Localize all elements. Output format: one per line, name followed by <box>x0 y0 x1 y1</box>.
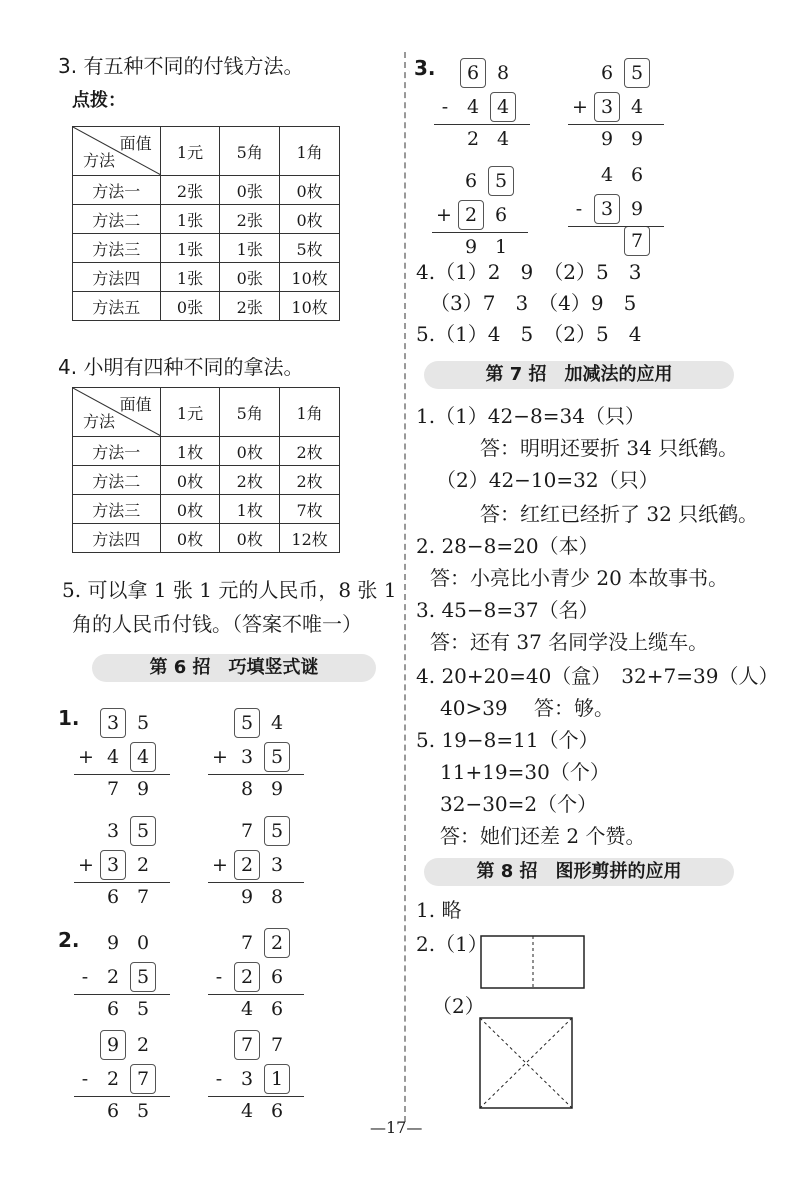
puzzle-digit: 9 <box>106 932 120 954</box>
table-cell: 2张 <box>220 205 280 234</box>
puzzle-digit: 9 <box>464 236 478 258</box>
puzzle-digit: 7 <box>270 1034 284 1056</box>
puzzle-digit: 2 <box>136 854 150 876</box>
table-cell: 方法四 <box>73 524 161 553</box>
table-cell: 2张 <box>160 176 220 205</box>
puzzle-digit: 9 <box>630 128 644 150</box>
puzzle-digit: 4 <box>600 164 614 186</box>
s7-line-4: 答：红红已经折了 32 只纸鹤。 <box>480 502 759 526</box>
table-cell: 0张 <box>220 263 280 292</box>
table-cell: 2张 <box>220 292 280 321</box>
operator-sign: - <box>215 1068 223 1090</box>
table-corner-cell <box>73 127 161 176</box>
operator-sign: - <box>575 198 583 220</box>
table-cell: 12枚 <box>280 524 340 553</box>
puzzle-digit: 3 <box>240 746 254 768</box>
table-header-cell: 1元 <box>160 127 220 176</box>
puzzle-digit: 4 <box>106 746 120 768</box>
s7-line-6: 答：小亮比小青少 20 本故事书。 <box>430 566 729 590</box>
table-cell: 方法二 <box>73 205 161 234</box>
table-cell: 7枚 <box>280 495 340 524</box>
table-cell: 0枚 <box>220 437 280 466</box>
operator-sign: + <box>78 854 94 876</box>
table-cell: 方法二 <box>73 466 161 495</box>
puzzle-digit: 4 <box>466 96 480 118</box>
puzzle-digit: 3 <box>106 712 120 734</box>
table-cell: 0张 <box>220 176 280 205</box>
puzzle-digit: 7 <box>240 1034 254 1056</box>
s7-line-11: 5. 19−8=11（个） <box>416 728 599 752</box>
hint-label: 点拨： <box>72 90 126 111</box>
puzzle-digit: 5 <box>270 820 284 842</box>
s7-line-9: 4. 20+20=40（盒） 32+7=39（人） <box>416 664 779 688</box>
puzzle-digit: 5 <box>136 966 150 988</box>
sum-line <box>432 232 528 233</box>
puzzle-digit: 2 <box>464 204 478 226</box>
sum-line <box>74 774 170 775</box>
r-q3-label: 3. <box>414 56 436 80</box>
table-cell: 方法一 <box>73 176 161 205</box>
section-8-banner: 第 8 招 图形剪拼的应用 <box>424 858 734 886</box>
sum-line <box>208 994 304 995</box>
sum-line <box>568 124 664 125</box>
sum-line <box>74 994 170 995</box>
s7-line-2: 答：明明还要折 34 只纸鹤。 <box>480 436 739 460</box>
puzzle-digit: 1 <box>270 1068 284 1090</box>
table-cell: 10枚 <box>280 263 340 292</box>
puzzle-digit: 6 <box>466 62 480 84</box>
operator-sign: + <box>212 854 228 876</box>
puzzle-digit: 4 <box>240 1100 254 1122</box>
puzzle-digit: 5 <box>136 820 150 842</box>
operator-sign: - <box>215 966 223 988</box>
s8-q2-part2: （2） <box>432 994 485 1018</box>
section-7-banner: 第 7 招 加减法的应用 <box>424 361 734 389</box>
corner-top-label: 面值 <box>119 134 152 153</box>
s6-q2-label: 2. <box>58 928 80 952</box>
table-header-cell: 1元 <box>160 388 220 437</box>
table-row <box>73 495 340 524</box>
table-cell: 1张 <box>160 205 220 234</box>
table-row <box>73 524 340 553</box>
puzzle-digit: 7 <box>240 820 254 842</box>
table-cell: 2枚 <box>220 466 280 495</box>
puzzle-digit: 6 <box>630 164 644 186</box>
table-cell: 1张 <box>160 263 220 292</box>
corner-bottom-label: 方法 <box>83 151 116 170</box>
puzzle-digit: 4 <box>496 96 510 118</box>
table-corner-cell <box>73 388 161 437</box>
puzzle-digit: 2 <box>106 966 120 988</box>
table-cell: 方法一 <box>73 437 161 466</box>
puzzle-digit: 2 <box>270 932 284 954</box>
table-cell: 0枚 <box>160 466 220 495</box>
s7-line-7: 3. 45−8=37（名） <box>416 598 599 622</box>
puzzle-digit: 3 <box>600 96 614 118</box>
table-cell: 方法三 <box>73 234 161 263</box>
puzzle-digit: 9 <box>240 886 254 908</box>
table-cell: 0枚 <box>160 524 220 553</box>
q5-line2: 角的人民币付钱。（答案不唯一） <box>72 612 362 636</box>
puzzle-digit: 5 <box>136 1100 150 1122</box>
puzzle-digit: 7 <box>240 932 254 954</box>
puzzle-digit: 5 <box>494 170 508 192</box>
crossed-square-figure <box>478 1016 574 1110</box>
puzzle-digit: 8 <box>240 778 254 800</box>
page-number: —17— <box>370 1118 423 1137</box>
puzzle-digit: 2 <box>466 128 480 150</box>
table-cell: 5枚 <box>280 234 340 263</box>
sum-line <box>434 124 530 125</box>
puzzle-digit: 5 <box>136 998 150 1020</box>
table-cell: 1枚 <box>220 495 280 524</box>
puzzle-digit: 2 <box>106 1068 120 1090</box>
puzzle-digit: 3 <box>270 854 284 876</box>
s7-line-10: 40>39 答：够。 <box>440 696 615 720</box>
puzzle-digit: 7 <box>630 230 644 252</box>
table-row <box>73 176 340 205</box>
table-cell: 0张 <box>160 292 220 321</box>
puzzle-digit: 9 <box>270 778 284 800</box>
table-cell: 方法三 <box>73 495 161 524</box>
puzzle-digit: 2 <box>240 966 254 988</box>
puzzle-digit: 6 <box>270 966 284 988</box>
puzzle-digit: 7 <box>136 1068 150 1090</box>
q5-line1: 5. 可以拿 1 张 1 元的人民币，8 张 1 <box>62 578 397 602</box>
table-cell: 2枚 <box>280 437 340 466</box>
sum-line <box>208 1096 304 1097</box>
operator-sign: + <box>212 746 228 768</box>
s7-line-13: 32−30=2（个） <box>440 792 598 816</box>
s7-line-3: （2）42−10=32（只） <box>436 468 659 492</box>
corner-bottom-label: 方法 <box>83 412 116 431</box>
sum-line <box>74 1096 170 1097</box>
table-cell: 0枚 <box>220 524 280 553</box>
puzzle-digit: 4 <box>136 746 150 768</box>
r-q5-line: 5.（1）4 5 （2）5 4 <box>416 322 642 346</box>
s7-line-12: 11+19=30（个） <box>440 760 610 784</box>
puzzle-digit: 5 <box>136 712 150 734</box>
puzzle-digit: 6 <box>106 886 120 908</box>
s7-line-14: 答：她们还差 2 个赞。 <box>440 824 646 848</box>
puzzle-digit: 3 <box>240 1068 254 1090</box>
puzzle-digit: 6 <box>600 62 614 84</box>
operator-sign: + <box>78 746 94 768</box>
table-header-cell: 5角 <box>220 388 280 437</box>
table-row <box>73 292 340 321</box>
operator-sign: - <box>441 96 449 118</box>
table-cell: 1张 <box>160 234 220 263</box>
table-row <box>73 234 340 263</box>
taking-table <box>72 387 340 553</box>
sum-line <box>208 774 304 775</box>
table-cell: 0枚 <box>280 205 340 234</box>
sum-line <box>568 226 664 227</box>
table-header-cell: 5角 <box>220 127 280 176</box>
table-row <box>73 466 340 495</box>
table-cell: 0枚 <box>280 176 340 205</box>
puzzle-digit: 3 <box>600 198 614 220</box>
r-q4-line1: 4.（1）2 9 （2）5 3 <box>416 260 642 284</box>
puzzle-digit: 9 <box>106 1034 120 1056</box>
puzzle-digit: 9 <box>630 198 644 220</box>
s7-line-8: 答：还有 37 名同学没上缆车。 <box>430 630 709 654</box>
corner-top-label: 面值 <box>119 395 152 414</box>
puzzle-digit: 5 <box>630 62 644 84</box>
puzzle-digit: 6 <box>106 1100 120 1122</box>
operator-sign: + <box>436 204 452 226</box>
s7-line-5: 2. 28−8=20（本） <box>416 534 599 558</box>
puzzle-digit: 7 <box>136 886 150 908</box>
table-row <box>73 437 340 466</box>
sum-line <box>208 882 304 883</box>
operator-sign: - <box>81 1068 89 1090</box>
puzzle-digit: 6 <box>270 1100 284 1122</box>
table-cell: 2枚 <box>280 466 340 495</box>
table-cell: 方法四 <box>73 263 161 292</box>
puzzle-digit: 2 <box>136 1034 150 1056</box>
table-cell: 10枚 <box>280 292 340 321</box>
puzzle-digit: 1 <box>494 236 508 258</box>
puzzle-digit: 0 <box>136 932 150 954</box>
table-cell: 1枚 <box>160 437 220 466</box>
s8-q1: 1. 略 <box>416 898 462 922</box>
s7-line-1: 1.（1）42−8=34（只） <box>416 404 645 428</box>
q4-title: 4. 小明有四种不同的拿法。 <box>58 355 304 379</box>
puzzle-digit: 5 <box>270 746 284 768</box>
puzzle-digit: 4 <box>630 96 644 118</box>
q3-title: 3. 有五种不同的付钱方法。 <box>58 54 304 78</box>
payment-table <box>72 126 340 321</box>
puzzle-digit: 5 <box>240 712 254 734</box>
puzzle-digit: 6 <box>270 998 284 1020</box>
puzzle-digit: 8 <box>270 886 284 908</box>
operator-sign: - <box>81 966 89 988</box>
puzzle-digit: 6 <box>494 204 508 226</box>
puzzle-digit: 4 <box>270 712 284 734</box>
table-row <box>73 263 340 292</box>
split-rectangle-figure <box>480 934 586 990</box>
puzzle-digit: 8 <box>496 62 510 84</box>
puzzle-digit: 4 <box>496 128 510 150</box>
puzzle-digit: 2 <box>240 854 254 876</box>
r-q4-line2: （3）7 3 （4）9 5 <box>430 291 637 315</box>
column-divider <box>404 52 406 1122</box>
table-cell: 方法五 <box>73 292 161 321</box>
s8-q2-part1: 2.（1） <box>416 932 488 956</box>
table-header-cell: 1角 <box>280 388 340 437</box>
operator-sign: + <box>572 96 588 118</box>
table-header-cell: 1角 <box>280 127 340 176</box>
table-row <box>73 205 340 234</box>
puzzle-digit: 7 <box>106 778 120 800</box>
puzzle-digit: 9 <box>600 128 614 150</box>
s6-q1-label: 1. <box>58 706 80 730</box>
puzzle-digit: 3 <box>106 820 120 842</box>
sum-line <box>74 882 170 883</box>
puzzle-digit: 4 <box>240 998 254 1020</box>
puzzle-digit: 9 <box>136 778 150 800</box>
table-cell: 1张 <box>220 234 280 263</box>
puzzle-digit: 6 <box>464 170 478 192</box>
puzzle-digit: 3 <box>106 854 120 876</box>
puzzle-digit: 6 <box>106 998 120 1020</box>
table-cell: 0枚 <box>160 495 220 524</box>
section-6-banner: 第 6 招 巧填竖式谜 <box>92 654 376 682</box>
